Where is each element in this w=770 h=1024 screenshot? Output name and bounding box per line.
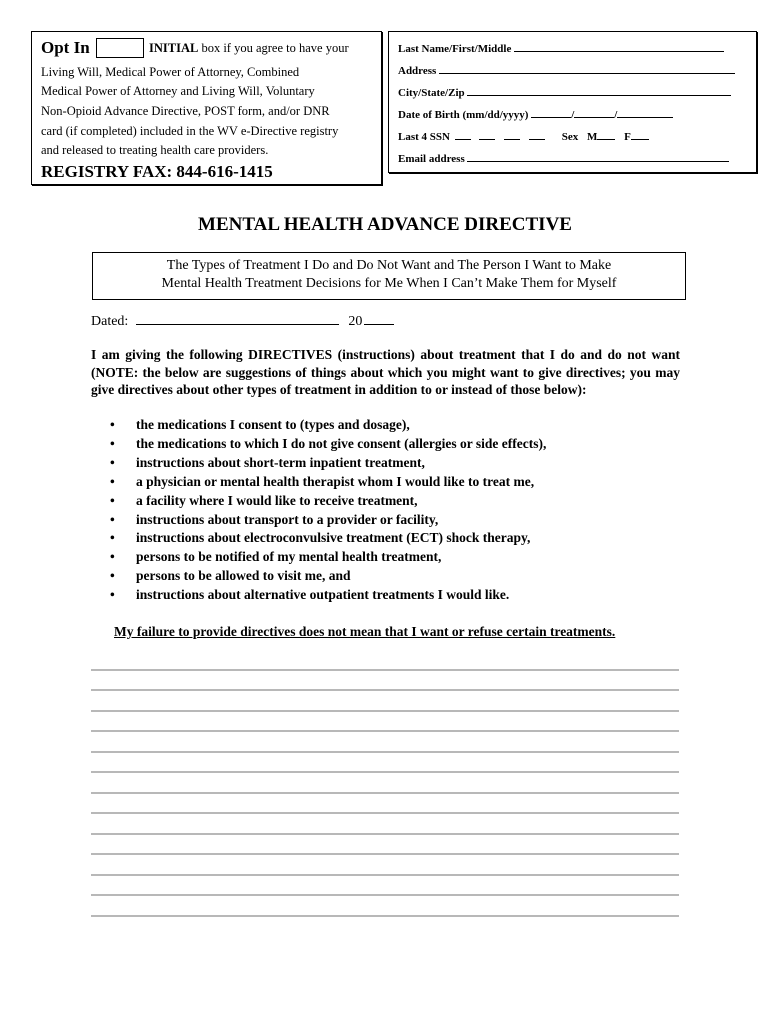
city-field[interactable] — [467, 85, 731, 96]
name-row — [398, 41, 724, 55]
directive-writing-line[interactable] — [91, 792, 679, 794]
directive-writing-line[interactable] — [91, 730, 679, 732]
dob-day-field[interactable] — [574, 107, 614, 118]
list-item: • a physician or mental health therapist whom I would like to treat me, — [106, 473, 546, 492]
name-field[interactable] — [514, 41, 724, 52]
opt-in-line: Non-Opioid Advance Directive, POST form, and/or DNR — [41, 104, 330, 118]
sex-male-label: M — [586, 131, 598, 143]
directive-writing-line[interactable] — [91, 874, 679, 876]
list-item: • a facility where I would like to receive treatment, — [106, 492, 546, 511]
dob-label: Date of Birth (mm/dd/yyyy) — [398, 109, 529, 121]
name-label: Last Name/First/Middle — [398, 43, 512, 55]
list-item: • the medications I consent to (types and dosage), — [106, 416, 546, 435]
list-item: • the medications to which I do not give consent (allergies or side effects), — [106, 435, 546, 454]
personal-info-box — [388, 31, 757, 173]
ssn-digit-field[interactable] — [529, 129, 545, 140]
list-item: • instructions about short-term inpatient treatment, — [106, 454, 546, 473]
initial-field[interactable] — [96, 38, 144, 58]
opt-in-instruction-rest: box if you agree to have your — [198, 41, 349, 55]
dob-separator: / — [571, 109, 575, 121]
email-field[interactable] — [467, 151, 729, 162]
address-field[interactable] — [439, 63, 735, 74]
city-label: City/State/Zip — [398, 87, 465, 99]
list-item: • instructions about alternative outpatient treatments I would like. — [106, 586, 546, 605]
email-label: Email address — [398, 153, 465, 165]
directive-writing-line[interactable] — [91, 669, 679, 671]
directive-writing-line[interactable] — [91, 689, 679, 691]
sex-female-label: F — [624, 131, 631, 143]
opt-in-title: Opt In — [41, 38, 90, 57]
dob-month-field[interactable] — [531, 107, 571, 118]
ssn-digit-field[interactable] — [504, 129, 520, 140]
city-row — [398, 85, 731, 99]
list-item: • persons to be allowed to visit me, and — [106, 567, 546, 586]
directives-intro: I am giving the following DIRECTIVES (instructions) about treatment that I do and do not want (NOTE: the below are suggestions of things about which you might want to give directives; you may give directives about other types of treatment in addition to or instead of those below): — [91, 347, 680, 397]
dob-row — [398, 107, 673, 121]
directive-writing-line[interactable] — [91, 833, 679, 835]
opt-in-line: card (if completed) included in the WV e-Directive registry — [41, 124, 339, 138]
sex-female-field[interactable] — [631, 129, 649, 140]
list-item: • persons to be notified of my mental health treatment, — [106, 548, 546, 567]
ssn-digit-field[interactable] — [455, 129, 471, 140]
sex-male-field[interactable] — [597, 129, 615, 140]
opt-in-box — [31, 31, 382, 185]
directive-writing-line[interactable] — [91, 812, 679, 814]
sex-label: Sex — [561, 131, 579, 143]
subtitle-line: Mental Health Treatment Decisions for Me When I Can’t Make Them for Myself — [161, 276, 617, 291]
directive-writing-line[interactable] — [91, 751, 679, 753]
directive-writing-line[interactable] — [91, 894, 679, 896]
year-field[interactable] — [364, 311, 394, 325]
directive-writing-line[interactable] — [91, 771, 679, 773]
subtitle-line: The Types of Treatment I Do and Do Not Want and The Person I Want to Make — [166, 258, 612, 273]
opt-in-line: Medical Power of Attorney and Living Will, Voluntary — [41, 84, 315, 98]
subtitle-box — [92, 252, 686, 300]
opt-in-line: Living Will, Medical Power of Attorney, Combined — [41, 65, 300, 79]
dob-separator: / — [614, 109, 618, 121]
directive-writing-line[interactable] — [91, 853, 679, 855]
address-label: Address — [398, 65, 437, 77]
dated-row — [91, 311, 394, 330]
opt-in-line: and released to treating health care providers. — [41, 143, 269, 157]
opt-in-instruction — [149, 41, 349, 56]
document-title: MENTAL HEALTH ADVANCE DIRECTIVE — [198, 214, 572, 235]
directive-writing-line[interactable] — [91, 915, 679, 917]
list-item: • instructions about transport to a provider or facility, — [106, 511, 546, 530]
initial-word: INITIAL — [149, 41, 199, 55]
directive-writing-line[interactable] — [91, 710, 679, 712]
registry-fax: REGISTRY FAX: 844-616-1415 — [41, 162, 273, 181]
ssn-label: Last 4 SSN — [398, 131, 450, 143]
dob-year-field[interactable] — [617, 107, 673, 118]
ssn-digit-field[interactable] — [479, 129, 495, 140]
year-prefix: 20 — [348, 314, 363, 329]
dated-label: Dated: — [91, 314, 129, 329]
dated-field[interactable] — [136, 311, 339, 325]
address-row — [398, 63, 735, 77]
list-item: • instructions about electroconvulsive treatment (ECT) shock therapy, — [106, 529, 546, 548]
email-row — [398, 151, 729, 165]
disclaimer: My failure to provide directives does not mean that I want or refuse certain treatments. — [114, 624, 616, 639]
directive-suggestions-list — [106, 416, 546, 605]
ssn-row — [398, 129, 649, 143]
